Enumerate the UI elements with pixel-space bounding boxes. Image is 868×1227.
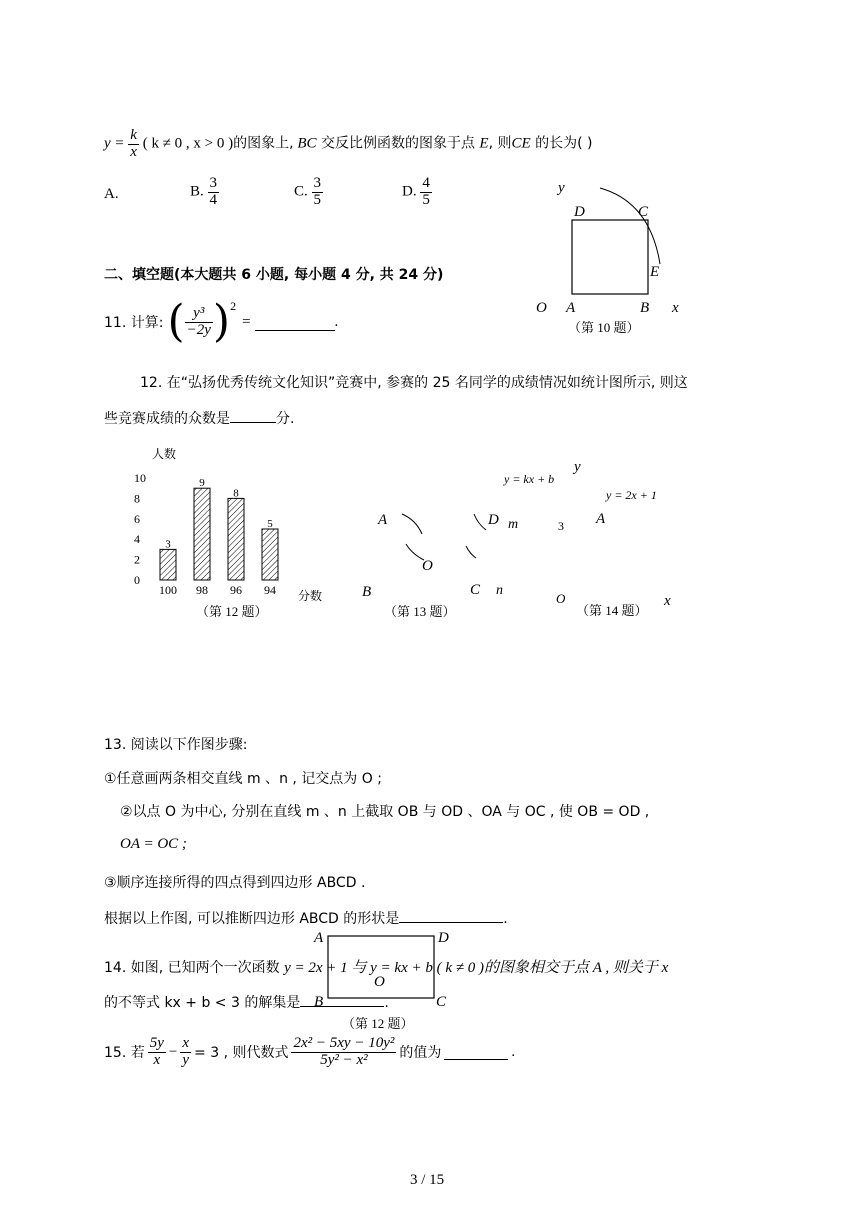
chart-bars (160, 477, 278, 580)
q15-end: . (511, 1043, 516, 1060)
fig13-m: m (508, 517, 519, 532)
y-tick-label: 2 (134, 552, 140, 567)
chart-yticks (134, 471, 146, 587)
q15 (104, 1036, 515, 1069)
q15-f1-den: x (153, 1051, 161, 1068)
x-tick-label: 96 (230, 583, 242, 597)
section-title: 二、填空题(本大题共 6 小题, 每小题 4 分, 共 24 分) (104, 267, 444, 283)
fig13-d: D (488, 512, 499, 528)
q12-line1: 12. 在“弘扬优秀传统文化知识”竞赛中, 参赛的 25 名同学的成绩情况如统计图所示, 则这 (140, 375, 688, 391)
x-tick-label: 100 (159, 583, 177, 597)
q10-b-num: 3 (209, 175, 218, 191)
q10-b-den: 4 (209, 191, 218, 208)
q15-frac2 (180, 1036, 191, 1069)
q11-lparen: ( (167, 296, 185, 347)
bar-value-label: 9 (199, 477, 205, 490)
arc-c (466, 546, 476, 558)
arc-a (402, 514, 422, 534)
q10-option-c (294, 176, 323, 209)
q10-stem (104, 128, 593, 161)
fig14-x: x (664, 593, 671, 609)
q10-c-num: 3 (313, 175, 322, 191)
q13-step2b: OA = OC ; (120, 836, 187, 852)
y-tick-label: 8 (134, 491, 140, 506)
q10-option-c-label: C. (294, 183, 308, 200)
bar (194, 488, 210, 580)
q15-f2-den: y (182, 1051, 190, 1068)
q11-exp: 2 (230, 298, 237, 313)
overlay-a: A (314, 930, 324, 946)
q10-e: E (479, 135, 489, 152)
q10-option-d-frac (420, 176, 432, 209)
hyperbola-arc (600, 188, 660, 264)
q10-text-b: 交反比例函数的图象于点 (316, 135, 480, 152)
q12-caption: （第 12 题） (196, 604, 268, 619)
fig14-caption: （第 14 题） (576, 603, 648, 618)
bar-value-label: 8 (233, 487, 239, 500)
q13-answer-blank[interactable] (399, 908, 503, 923)
q10-option-c-frac (312, 176, 324, 209)
q14-line1b: y = 2x + 1 与 y = kx + b ( k ≠ 0 )的图象相交于点 A , 则关于 x (284, 960, 669, 976)
bar-value-label: 5 (267, 518, 273, 530)
fig10-a: A (566, 300, 576, 316)
fig14-a: A (596, 511, 606, 527)
chart-ylabel: 人数 (152, 447, 177, 461)
q13-step1: ①任意画两条相交直线 m 、n , 记交点为 O ; (104, 771, 382, 787)
q10-condition: ( k ≠ 0 , x > 0 ) (142, 135, 234, 152)
q10-text-c: , 则 (488, 135, 512, 152)
q15-f3-den: 5y² − x² (320, 1051, 368, 1068)
chart-xlabel: 分数 (298, 589, 323, 603)
x-tick-label: 94 (264, 583, 276, 597)
q14-answer-blank[interactable] (300, 992, 384, 1007)
q15-minus: − (168, 1043, 178, 1060)
q13-title: 13. 阅读以下作图步骤: (104, 737, 248, 753)
q13-step2: ②以点 O 为中心, 分别在直线 m 、n 上截取 OB 与 OD 、OA 与 OC , 使 OB = OD , (120, 804, 650, 820)
fig10-d: D (574, 204, 585, 220)
q12-chart (120, 440, 340, 625)
fig13-caption: （第 13 题） (384, 604, 456, 619)
fig10-o: O (536, 300, 547, 316)
q12-line2b: 分. (276, 411, 295, 427)
bar (160, 549, 176, 580)
overlay-b: B (314, 994, 324, 1010)
bar (262, 529, 278, 580)
q11-eq: = (242, 313, 251, 330)
q15-tail: 的值为 (399, 1045, 442, 1062)
q15-f3-num: 2x² − 5xy − 10y² (293, 1035, 395, 1051)
q14-line1 (104, 956, 668, 977)
q12-answer-blank[interactable] (230, 408, 276, 423)
overlay-figure (310, 924, 460, 1034)
q13-conclusion-text: 根据以上作图, 可以推断四边形 ABCD 的形状是 (104, 911, 400, 927)
fig14-line2: y = 2x + 1 (606, 488, 657, 502)
q14-line2-end: . (384, 995, 389, 1011)
q10-k-over-x (128, 128, 139, 161)
q10-y-eq: y = (104, 135, 125, 152)
q12-line2 (104, 408, 294, 428)
q10-ce: CE (511, 135, 531, 152)
fig13-o: O (422, 558, 433, 574)
y-tick-label: 4 (134, 532, 140, 547)
overlay-o: O (374, 974, 385, 990)
q10-d-den: 5 (422, 191, 430, 208)
y-tick-label: 10 (134, 471, 146, 485)
q15-answer-blank[interactable] (444, 1045, 508, 1060)
fig13-c: C (470, 582, 481, 598)
overlay-d: D (438, 930, 449, 946)
fig14-o: O (556, 591, 566, 606)
q15-label: 15. 若 (104, 1045, 145, 1062)
q15-frac1 (148, 1036, 166, 1069)
fig10-y: y (558, 180, 565, 196)
fig14-y: y (574, 459, 581, 475)
q11-frac (185, 306, 213, 339)
q14-line1a: 14. 如图, 已知两个一次函数 (104, 960, 280, 976)
q10-option-d-label: D. (402, 183, 417, 200)
q10-option-b-label: B. (190, 183, 204, 200)
q15-frac3 (291, 1036, 396, 1069)
y-tick-label: 6 (134, 511, 140, 526)
fig10-caption: （第 10 题） (568, 320, 640, 335)
fig13-b: B (362, 584, 372, 600)
overlay-caption: （第 12 题） (342, 1016, 414, 1031)
chart-xticks (159, 583, 276, 597)
y-tick-label: 0 (134, 573, 140, 587)
q14-line2-text: 的不等式 kx + b < 3 的解集是 (104, 995, 301, 1011)
q15-f1-num: 5y (149, 1035, 164, 1051)
fig10-e: E (650, 264, 660, 280)
fig10-b: B (640, 300, 650, 316)
square-abcd (572, 220, 648, 294)
q10-bc: BC (297, 135, 317, 152)
q14-figure (500, 455, 690, 625)
q10-x: x (130, 143, 137, 160)
q12-line2a: 些竞赛成绩的众数是 (104, 411, 230, 427)
fig13-a: A (378, 512, 388, 528)
overlay-c: C (436, 994, 447, 1010)
q13-conclusion-end: . (503, 911, 508, 927)
q10-k: k (130, 127, 137, 143)
q14-line2 (104, 992, 389, 1012)
page-number: 3 / 15 (410, 1172, 445, 1188)
bar-value-label: 3 (165, 538, 171, 551)
fig13-n: n (496, 583, 503, 598)
fig10-c: C (638, 204, 649, 220)
q11 (104, 296, 339, 347)
q13-step3: ③顺序连接所得的四点得到四边形 ABCD . (104, 875, 366, 891)
q10-d-num: 4 (422, 175, 430, 191)
q11-answer-blank[interactable] (255, 314, 335, 331)
q11-num: y³ (185, 306, 213, 323)
q10-c-den: 5 (313, 191, 322, 208)
q15-f2-num: x (182, 1035, 190, 1051)
fig14-three: 3 (558, 519, 564, 533)
bar (228, 498, 244, 580)
fig10-x: x (672, 300, 679, 316)
x-tick-label: 98 (196, 583, 208, 597)
arc-d (474, 514, 486, 530)
fig14-line1: y = kx + b (504, 472, 555, 486)
q10-figure (530, 172, 700, 342)
q10-text-d: 的长为( ) (530, 135, 593, 152)
q10-option-b-frac (208, 176, 220, 209)
q11-den: −2y (186, 321, 211, 338)
q10-option-d (402, 176, 432, 209)
q11-label: 11. 计算: (104, 315, 164, 331)
q11-rparen: ) (212, 296, 231, 347)
q11-end: . (334, 313, 339, 330)
q15-eq: = 3 , 则代数式 (194, 1045, 289, 1062)
q10-text-a: 的图象上, (233, 135, 294, 152)
q10-option-a: A. (104, 186, 119, 202)
q10-option-b (190, 176, 219, 209)
